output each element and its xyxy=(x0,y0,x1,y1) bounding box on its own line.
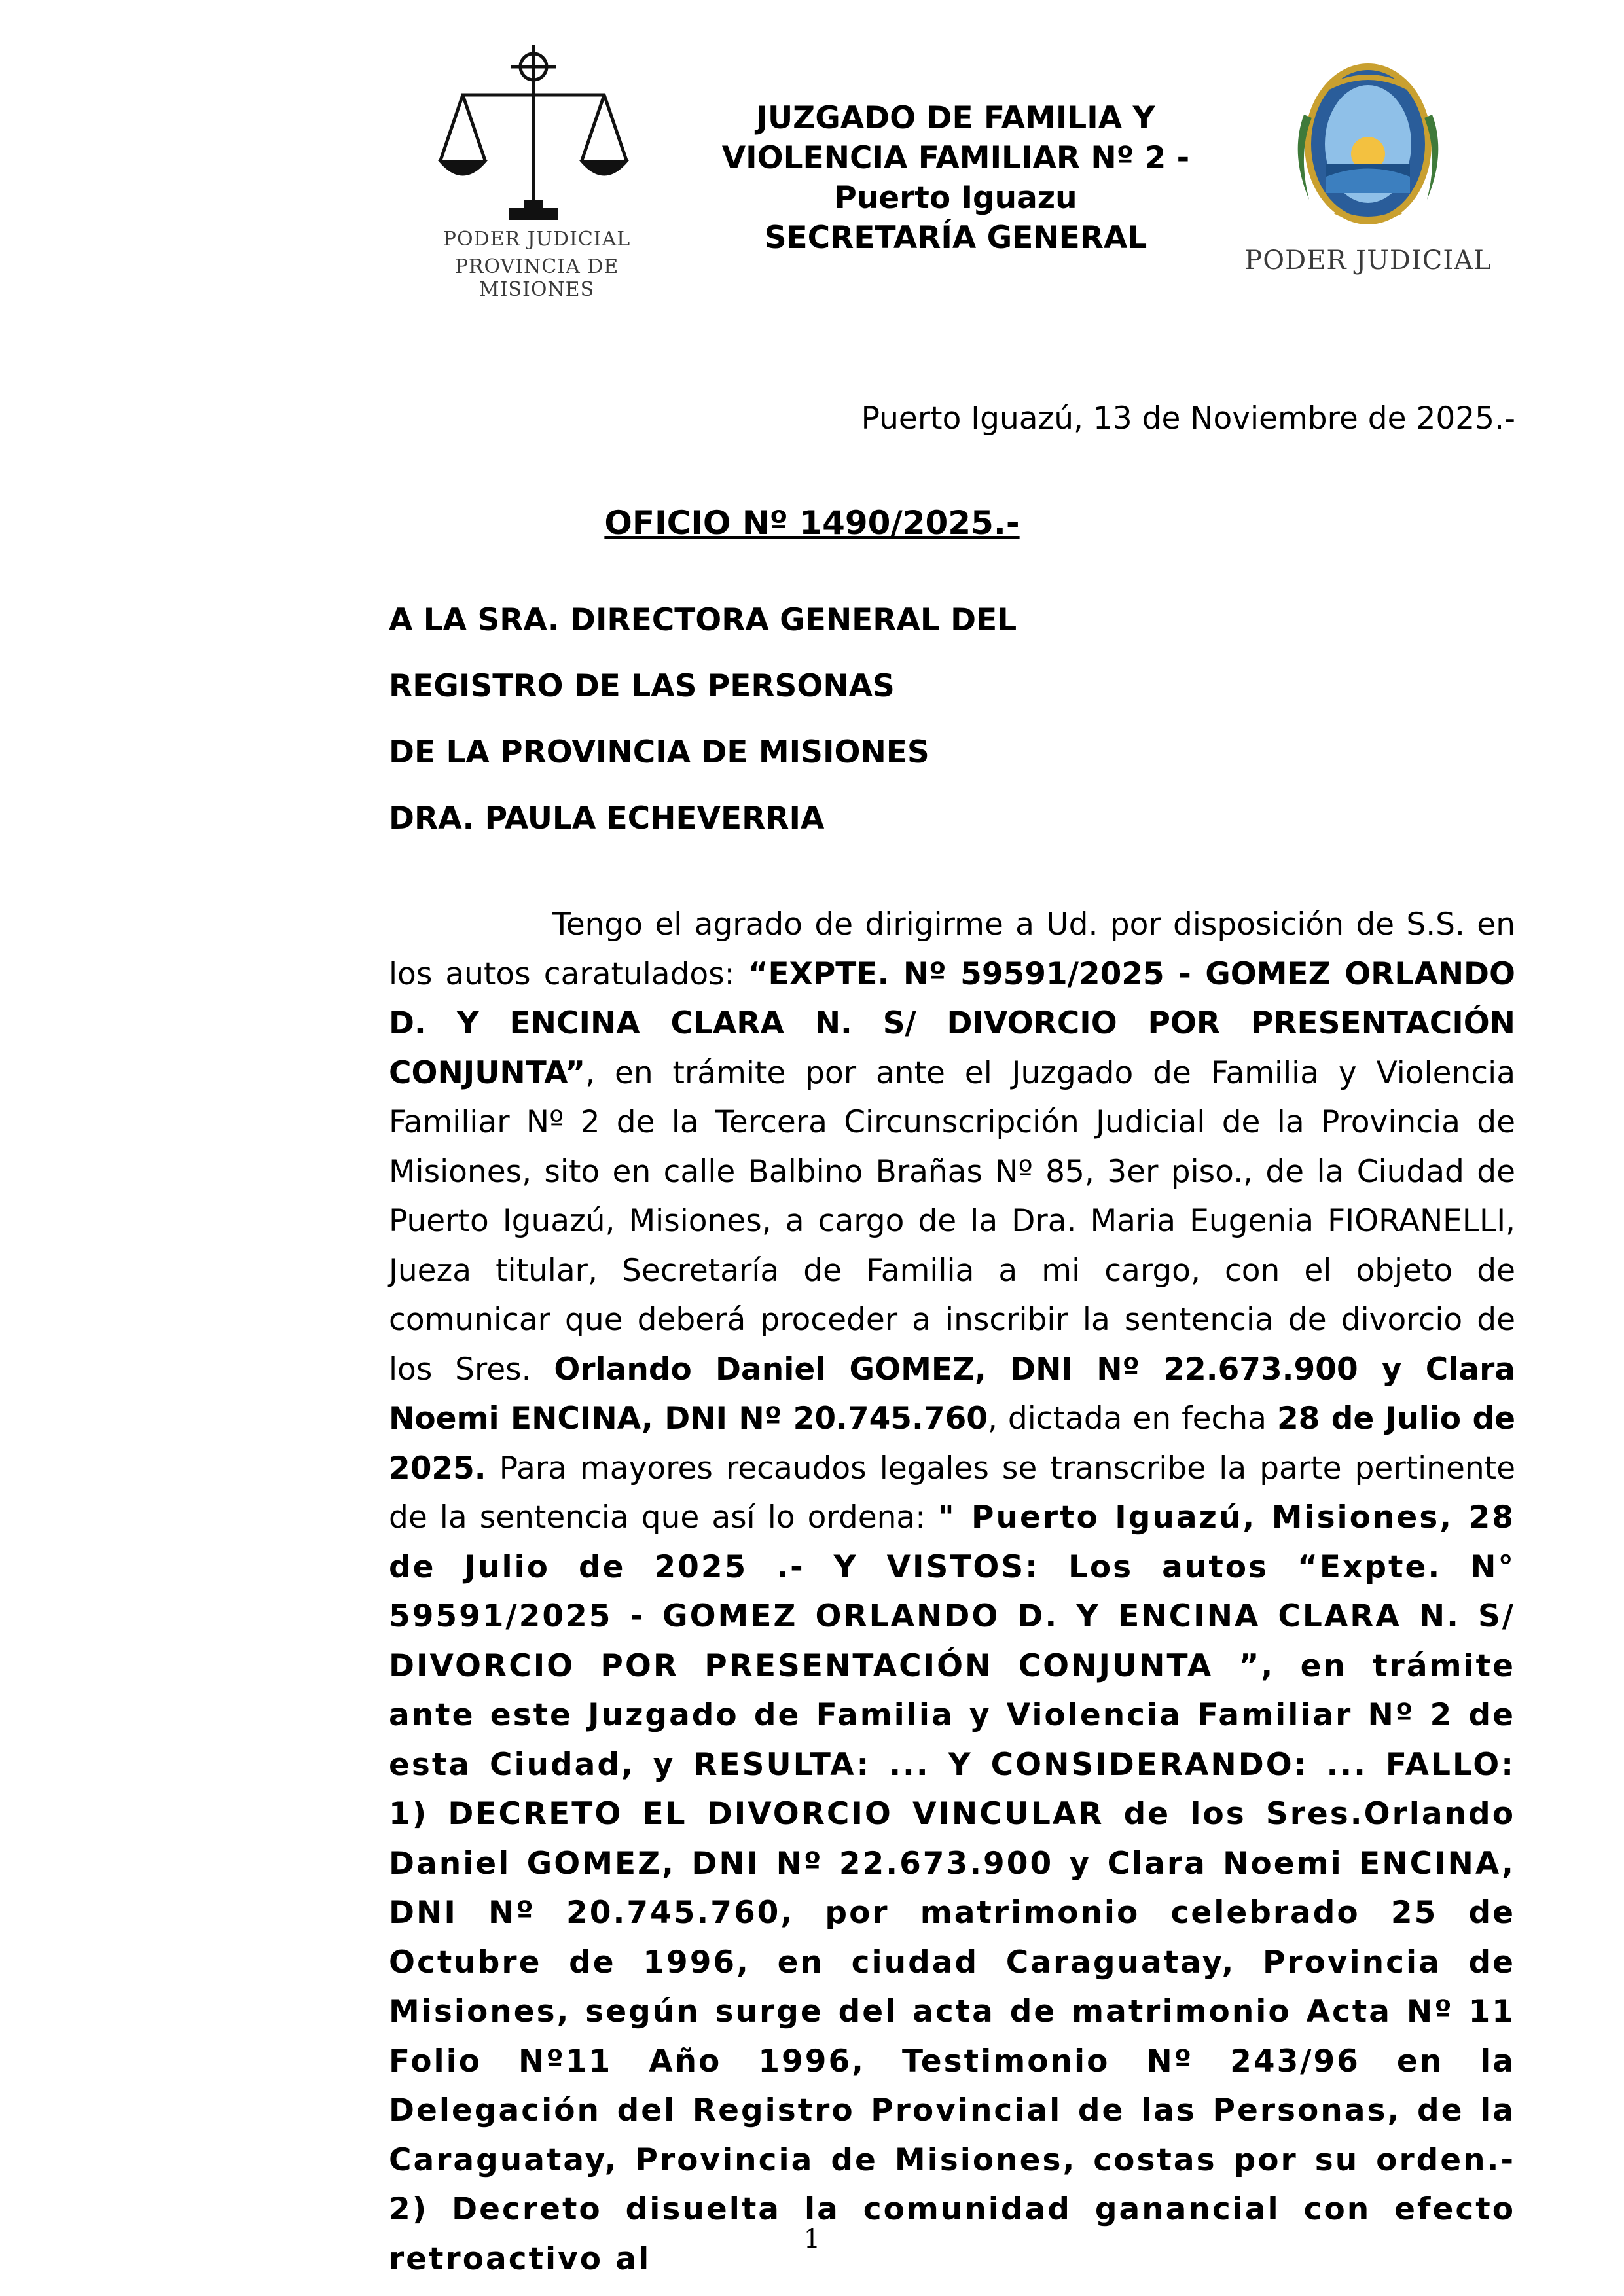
body-text-run: , en trámite por ante el Juzgado de Familia y Violencia Familiar Nº 2 de la Tercera Circunscripción Judicial de la Provincia de Misiones, sito en calle Balbino Brañas Nº 85, 3er piso., de la Ciudad de Puerto Iguazú, Misiones, a cargo de la Dra. Maria Eugenia FIORANELLI, Jueza titular, Secretaría de Familia a mi cargo, con el objeto de comunicar que deberá proceder a inscribir la sentencia de divorcio de los Sres. xyxy=(389,1054,1515,1388)
poder-judicial-logo-left xyxy=(399,39,674,301)
body-text-run: Para mayores recaudos legales se transcribe la parte pertinente de la sentencia que así lo ordena: xyxy=(389,1450,1515,1535)
court-header-title xyxy=(687,98,1224,258)
header-title-line: JUZGADO DE FAMILIA Y xyxy=(756,100,1155,136)
sentence-date: 28 de Julio de 2025. xyxy=(389,1401,1515,1486)
header-title-line: VIOLENCIA FAMILIAR Nº 2 - xyxy=(721,140,1190,176)
header-title-line: Puerto Iguazu xyxy=(834,180,1077,216)
left-logo-caption-line1: PODER JUDICIAL xyxy=(442,228,631,251)
right-logo-caption: PODER JUDICIAL xyxy=(1244,245,1492,276)
scales-of-justice-icon xyxy=(435,39,632,236)
case-caption: “EXPTE. Nº 59591/2025 - GOMEZ ORLANDO D. Y ENCINA CLARA N. S/ DIVORCIO POR PRESENTACIÓN CONJUNTA” xyxy=(389,956,1515,1091)
addressee-line: DRA. PAULA ECHEVERRIA xyxy=(389,800,825,836)
poder-judicial-logo-right xyxy=(1237,56,1499,281)
left-logo-caption-line2: PROVINCIA DE MISIONES xyxy=(454,255,619,301)
body-text-run: Tengo el agrado de dirigirme a Ud. por disposición de S.S. en los autos caratulados: xyxy=(389,906,1515,992)
sentence-transcription: " Puerto Iguazú, Misiones, 28 de Julio de 2025 .- Y VISTOS: Los autos “Expte. N° 59591/2025 - GOMEZ ORLANDO D. Y ENCINA CLARA N. S/ DIVORCIO POR PRESENTACIÓN CONJUNTA ”, en trámite ante este Juzgado de Familia y Violencia Familiar Nº 2 de esta Ciudad, y RESULTA: ... Y CONSIDERANDO: ... FALLO: 1) DECRETO EL DIVORCIO VINCULAR de los Sres.Orlando Daniel GOMEZ, DNI Nº 22.673.900 y Clara Noemi ENCINA, DNI Nº 20.745.760, por matrimonio celebrado 25 de Octubre de 1996, en ciudad Caraguatay, Provincia de Misiones, según surge del acta de matrimonio Acta Nº 11 Folio Nº11 Año 1996, Testimonio Nº 243/96 en la Delegación del Registro Provincial de las Personas, de la Caraguatay, Provincia de Misiones, costas por su orden.- 2) Decreto disuelta la comunidad ganancial con efecto retroactivo al xyxy=(389,1499,1515,2277)
document-date: Puerto Iguazú, 13 de Noviembre de 2025.- xyxy=(861,401,1515,437)
addressee-line: DE LA PROVINCIA DE MISIONES xyxy=(389,734,929,770)
addressee-line: REGISTRO DE LAS PERSONAS xyxy=(389,668,895,704)
parties-names: Orlando Daniel GOMEZ, DNI Nº 22.673.900 y Clara Noemi ENCINA, DNI Nº 20.745.760 xyxy=(389,1351,1515,1437)
body-text-run: , dictada en fecha xyxy=(987,1401,1277,1437)
oficio-number: OFICIO Nº 1490/2025.- xyxy=(604,504,1020,542)
header-title-line: SECRETARÍA GENERAL xyxy=(764,220,1147,256)
addressee-line: A LA SRA. DIRECTORA GENERAL DEL xyxy=(389,602,1017,638)
page-number: 1 xyxy=(803,2224,821,2254)
body-paragraph xyxy=(389,900,1515,2284)
addressee-block xyxy=(389,602,1017,867)
provincial-coat-of-arms-icon xyxy=(1290,56,1447,239)
